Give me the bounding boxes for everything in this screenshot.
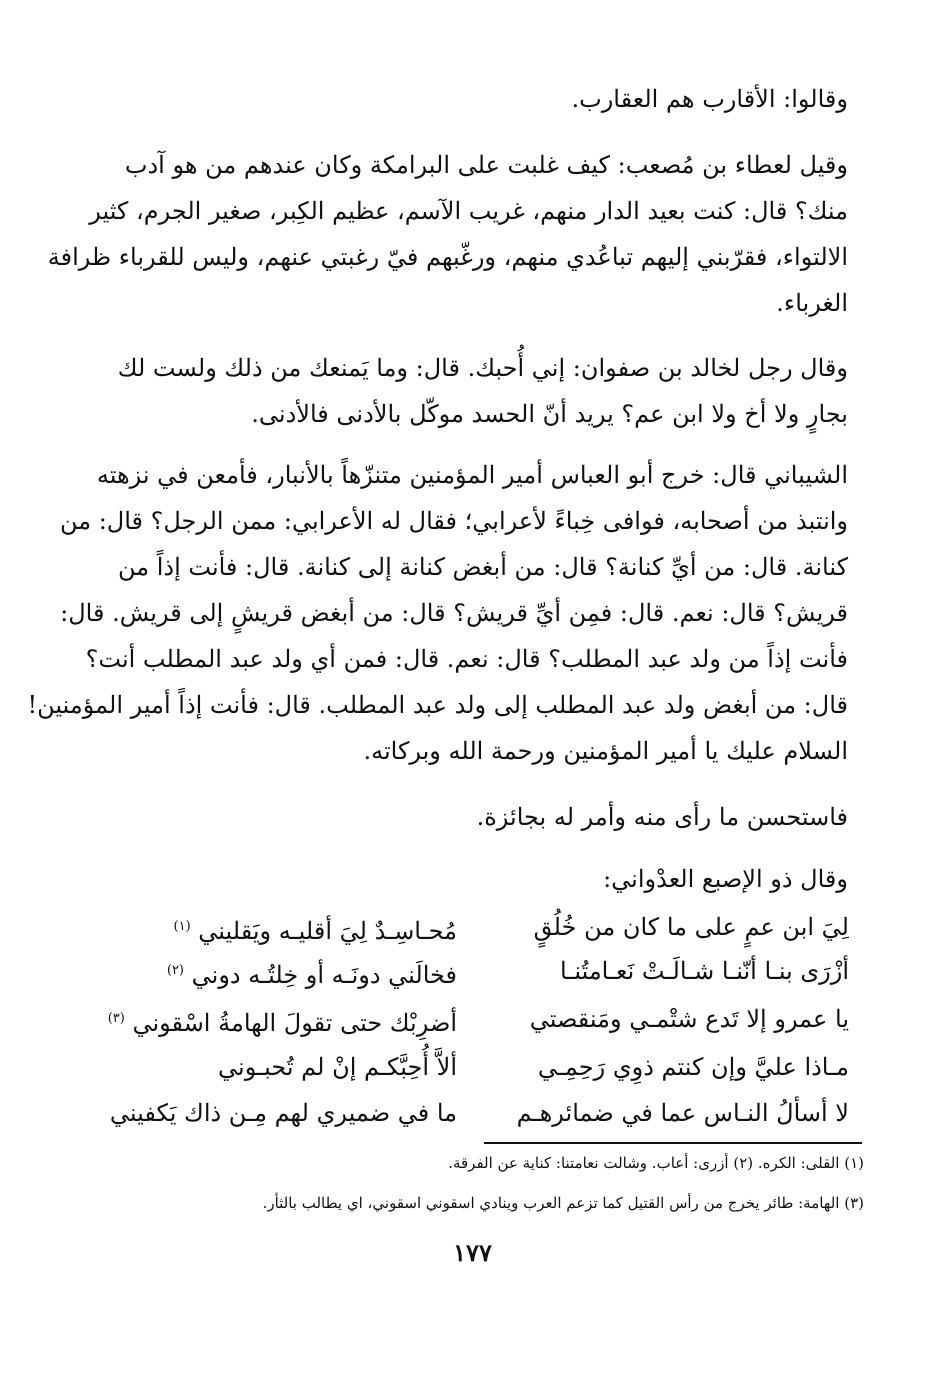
footnote-marker: (٢) [166,963,184,978]
footnote-divider [484,1142,862,1144]
verse-text: فخالَني دونَـه أو خِلتُـه دوني [191,961,457,989]
text-line: الغرباء. [776,289,848,317]
text-line: وقالوا: الأقارب هم العقارب. [571,85,848,113]
verse-text: أضرِبْك حتى تقولَ الهامةُ اسْقوني [132,1009,457,1037]
text-line: الشيباني قال: خرج أبو العباس أمير المؤمنين متنزّهاً بالأنبار، فأمعن في نزهته [96,461,848,489]
verse-2-ajuz [127,948,457,998]
text-line: قال: من أبغض ولد عبد المطلب إلى ولد عبد المطلب. قال: فأنت إذاً أمير المؤمنين! [27,691,848,719]
text-line: الالتواء، فقرّبني إليهم تباعُدي منهم، ورغّبهم فيّ رغبتي عنهم، وليس للقرباء ظرافة [47,243,848,271]
verse-text: مُحـاسِـدٌ لِيَ أقليـه ويَقليني [198,917,457,945]
verse-5-sadr: لا أسألُ النـاس عما في ضمائرهـم [516,1099,849,1127]
text-line: قريش؟ قال: نعم. قال: فمِن أيِّ قريش؟ قال: من أبغض قريشٍ إلى قريش. قال: [60,599,848,627]
paragraph-dhul-isba [96,856,848,902]
verse-3-sadr: يا عمرو إلا تَدع شتْمـي ومَنقصتي [529,1005,849,1033]
text-line: فأنت إذاً من ولد عبد المطلب؟ قال: نعم. قال: فمن أي ولد عبد المطلب أنت؟ [85,645,848,673]
footnote-marker: (١) [173,919,191,934]
text-line: فاستحسن ما رأى منه وأمر له بجائزة. [476,803,848,831]
paragraph-shaybani [27,452,848,774]
verse-2-sadr: أزْرَى بنـا أنّنـا شـالَـتْ نَعـامتُنـا [560,957,849,985]
verse-4-sadr: مـاذا عليَّ وإن كنتم ذوِي رَحِمِـي [537,1053,849,1081]
verse-4-ajuz: ألاَّ أُحِبَّكـم إنْ لم تُحبـوني [218,1053,457,1081]
verse-1-ajuz [127,904,457,954]
text-line: بجارٍ ولا أخ ولا ابن عم؟ يريد أنّ الحسد موكّل بالأدنى فالأدنى. [251,400,848,428]
paragraph-aqarib [96,76,848,122]
verse-5-ajuz: ما في ضميري لهم مِـن ذاك يَكفيني [109,1099,457,1127]
text-line: منك؟ قال: كنت بعيد الدار منهم، غريب الآسم، عظيم الكِبر، صغير الجرم، كثير [89,197,848,225]
text-line: السلام عليك يا أمير المؤمنين ورحمة الله وبركاته. [363,737,848,765]
paragraph-khalid [96,345,848,437]
page-number: ١٧٧ [453,1238,492,1267]
text-line: وقيل لعطاء بن مُصعب: كيف غلبت على البرامكة وكان عندهم من هو آدب [124,151,848,179]
text-line: وقال رجل لخالد بن صفوان: إني أُحبك. قال: وما يَمنعك من ذلك ولست لك [117,354,848,382]
paragraph-istahsan [96,794,848,840]
text-line: كنانة. قال: من أيِّ كنانة؟ قال: من أبغض كنانة إلى كنانة. قال: فأنت إذاً من [117,553,848,581]
text-line: وقال ذو الإصبع العدْواني: [603,865,848,893]
paragraph-ata [47,142,848,326]
footnote-marker: (٣) [107,1011,125,1026]
verse-1-sadr: لِيَ ابن عمٍ على ما كان من خُلُقٍ [533,913,849,941]
verse-3-ajuz [107,996,457,1046]
text-line: وانتبذ من أصحابه، فوافى خِباءً لأعرابي؛ فقال له الأعرابي: ممن الرجل؟ قال: من [59,507,848,535]
footnote-1-2: (١) القلى: الكره. (٢) أزرى: أعاب. وشالت نعامتنا: كناية عن الفرقة. [448,1154,864,1172]
footnote-3: (٣) الهامة: طائر يخرج من رأس القتيل كما تزعم العرب وينادي اسقوني اسقوني، اي يطالب بالثأر. [262,1194,864,1212]
